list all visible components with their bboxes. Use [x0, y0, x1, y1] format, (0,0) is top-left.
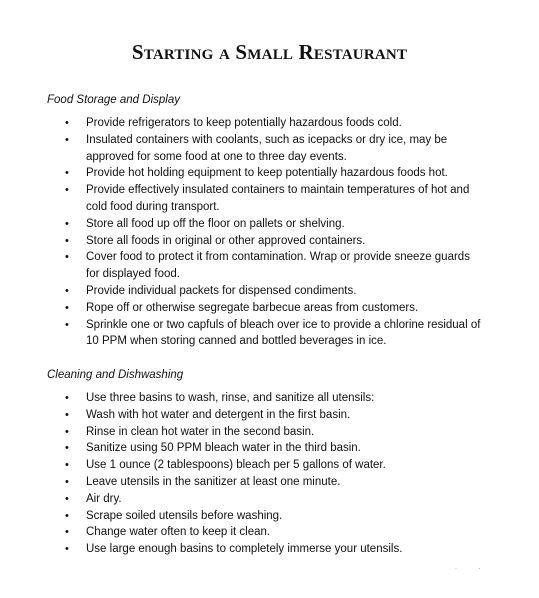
- page-corner-mark: · ·: [455, 566, 491, 572]
- list-item: [65, 508, 485, 525]
- list-item: [65, 300, 485, 317]
- bullet-icon: •: [65, 543, 69, 556]
- bullet-icon: •: [65, 442, 69, 455]
- bullet-icon: •: [65, 234, 69, 247]
- list-item: [65, 457, 485, 474]
- list-item: [65, 233, 485, 250]
- section-heading-food-storage: Food Storage and Display: [47, 94, 180, 106]
- list-item-text: Use three basins to wash, rinse, and sanitize all utensils:: [86, 392, 375, 404]
- list-item: [65, 317, 485, 351]
- bullet-icon: •: [65, 475, 69, 488]
- bullet-icon: •: [65, 459, 69, 472]
- list-item-text: Sanitize using 50 PPM bleach water in the third basin.: [86, 442, 361, 455]
- list-item-text: Change water often to keep it clean.: [86, 526, 271, 539]
- bullet-icon: •: [65, 167, 69, 180]
- list-item: [65, 524, 485, 541]
- list-item-text: Provide refrigerators to keep potentially hazardous foods cold.: [86, 117, 402, 129]
- bullet-icon: •: [65, 492, 69, 505]
- list-item-text: Wash with hot water and detergent in the first basin.: [86, 408, 351, 421]
- list-item-text: Rope off or otherwise segregate barbecue areas from customers.: [86, 301, 419, 314]
- bullet-icon: •: [65, 284, 69, 297]
- list-item: [65, 182, 485, 216]
- list-item: [65, 541, 485, 558]
- bullet-icon: •: [65, 251, 69, 264]
- list-item-text: Insulated containers with coolants, such as icepacks or dry ice, may be approved for some food at one to three day events.: [86, 133, 448, 163]
- list-item-text: Cover food to protect it from contamination. Wrap or provide sneeze guards for displayed food.: [86, 251, 470, 281]
- bullet-icon: •: [65, 425, 69, 438]
- list-item-text: Provide effectively insulated containers to maintain temperatures of hot and cold food during transport.: [86, 184, 470, 213]
- list-item-text: Use large enough basins to completely immerse your utensils.: [86, 543, 403, 556]
- section-heading-cleaning: Cleaning and Dishwashing: [47, 369, 184, 381]
- list-item: [65, 407, 485, 424]
- list-item: [65, 491, 485, 508]
- list-item: [65, 132, 485, 166]
- bullet-icon: •: [65, 301, 69, 314]
- list-item-text: Air dry.: [86, 492, 122, 505]
- cleaning-list: [65, 390, 485, 558]
- bullet-icon: •: [65, 526, 69, 539]
- list-item: [65, 474, 485, 491]
- list-item-text: Use 1 ounce (2 tablespoons) bleach per 5 gallons of water.: [86, 459, 386, 472]
- list-item-text: Rinse in clean hot water in the second basin.: [86, 425, 315, 438]
- bullet-icon: •: [65, 133, 69, 146]
- list-item: [65, 283, 485, 300]
- bullet-icon: •: [65, 117, 69, 129]
- page-title: Starting a Small Restaurant: [131, 40, 408, 64]
- list-item-text: Leave utensils in the sanitizer at least one minute.: [86, 475, 341, 488]
- list-item: [65, 249, 485, 283]
- list-item: [65, 424, 485, 441]
- list-item: [65, 216, 485, 233]
- bullet-icon: •: [65, 509, 69, 522]
- bullet-icon: •: [65, 318, 69, 331]
- list-item: [65, 440, 485, 457]
- list-item-text: Store all food up off the floor on pallets or shelving.: [86, 217, 345, 230]
- list-item-text: Provide individual packets for dispensed condiments.: [86, 284, 357, 297]
- list-item-text: Sprinkle one or two capfuls of bleach over ice to provide a chlorine residual of 10 PPM when storing canned and bottled beverages in ice.: [86, 318, 481, 348]
- bullet-icon: •: [65, 408, 69, 421]
- list-item-text: Store all foods in original or other approved containers.: [86, 234, 366, 247]
- list-item: [65, 165, 485, 182]
- list-item-text: Provide hot holding equipment to keep potentially hazardous foods hot.: [86, 167, 448, 180]
- bullet-icon: •: [65, 392, 69, 404]
- food-storage-list: [65, 115, 485, 350]
- list-item: [65, 115, 485, 132]
- bullet-icon: •: [65, 217, 69, 230]
- bullet-icon: •: [65, 184, 69, 197]
- list-item: [65, 390, 485, 407]
- list-item-text: Scrape soiled utensils before washing.: [86, 509, 283, 522]
